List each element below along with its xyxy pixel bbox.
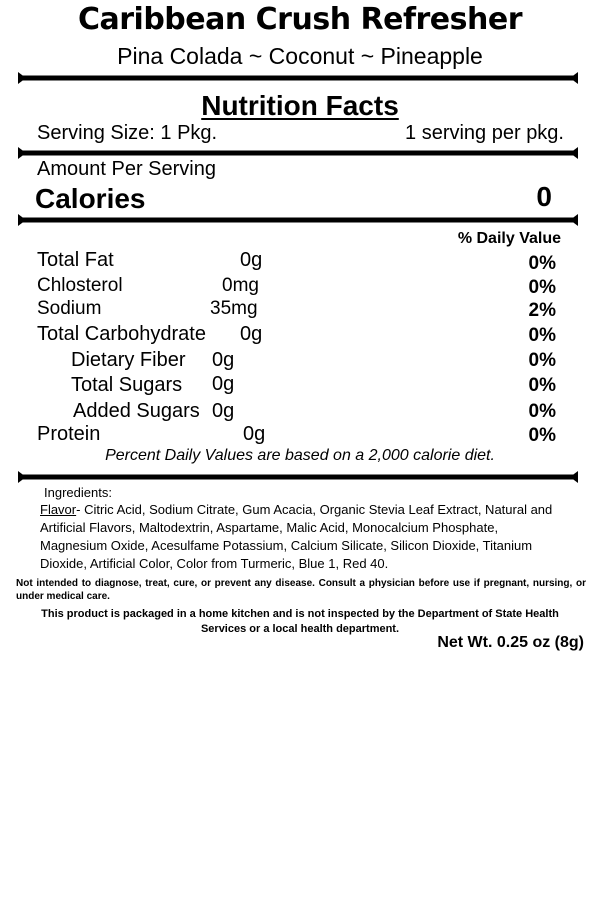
product-subtitle: Pina Colada ~ Coconut ~ Pineapple [117, 43, 483, 69]
divider-rule [18, 214, 578, 226]
nutrient-label: Added Sugars [73, 400, 200, 422]
product-title: Caribbean Crush Refresher [77, 2, 522, 37]
nutrient-amount: 35mg [210, 298, 258, 319]
medical-disclaimer: Not intended to diagnose, treat, cure, or prevent any disease. Consult a physician before use if pregnant, nursing, or under medical care. [16, 578, 586, 602]
ingredients-label: Ingredients: [44, 485, 112, 500]
calories-label: Calories [35, 183, 146, 214]
nutrient-label: Chlosterol [37, 275, 123, 296]
ingredients-text: - Citric Acid, Sodium Citrate, Gum Acacia, Organic Stevia Leaf Extract, Natural and Artificial Flavors, Maltodextrin, Aspartame, Malic Acid, Monocalcium Phosphate, Magnesium Oxide, Acesulfame Potassium, Calcium Silicate, Silicon Dioxide, Titanium Dioxide, Artificial Color, Color from Turmeric, Blue 1, Red 40. [40, 502, 553, 571]
calories-value: 0 [536, 181, 552, 212]
nutrient-amount: 0g [243, 423, 266, 445]
nutrient-label: Dietary Fiber [71, 349, 186, 371]
nutrient-amount: 0g [212, 400, 235, 422]
daily-value-header: % Daily Value [457, 230, 561, 247]
nutrient-label: Protein [37, 423, 101, 445]
nutrition-facts-heading: Nutrition Facts [201, 90, 399, 121]
nutrient-label: Total Sugars [71, 374, 183, 396]
nutrient-label: Sodium [37, 298, 102, 319]
serving-size: Serving Size: 1 Pkg. [37, 122, 218, 144]
nutrient-amount: 0g [212, 349, 235, 371]
nutrient-label: Total Fat [37, 249, 114, 271]
nutrient-daily-value: 0% [528, 350, 556, 371]
nutrient-daily-value: 0% [528, 253, 556, 274]
nutrient-daily-value: 0% [528, 325, 556, 346]
nutrient-daily-value: 0% [528, 375, 556, 396]
nutrient-amount: 0g [212, 373, 235, 395]
divider-rule [18, 72, 578, 84]
nutrient-label: Total Carbohydrate [37, 323, 206, 345]
nutrient-amount: 0mg [222, 275, 259, 296]
flavor-tag: Flavor [40, 502, 77, 517]
kitchen-notice: This product is packaged in a home kitchen and is not inspected by the Department of State Health Services or a local health department. [41, 608, 559, 635]
daily-value-footnote: Percent Daily Values are based on a 2,000 calorie diet. [105, 447, 495, 464]
nutrient-amount: 0g [240, 323, 263, 345]
servings-per-package: 1 serving per pkg. [405, 122, 564, 144]
net-weight: Net Wt. 0.25 oz (8g) [437, 634, 584, 651]
nutrient-daily-value: 0% [528, 425, 556, 446]
amount-per-serving: Amount Per Serving [37, 158, 216, 180]
ingredients-list [40, 501, 560, 573]
nutrient-daily-value: 0% [528, 277, 556, 298]
nutrient-daily-value: 0% [528, 401, 556, 422]
divider-rule [18, 471, 578, 483]
nutrient-amount: 0g [240, 249, 263, 271]
nutrient-daily-value: 2% [528, 300, 556, 321]
